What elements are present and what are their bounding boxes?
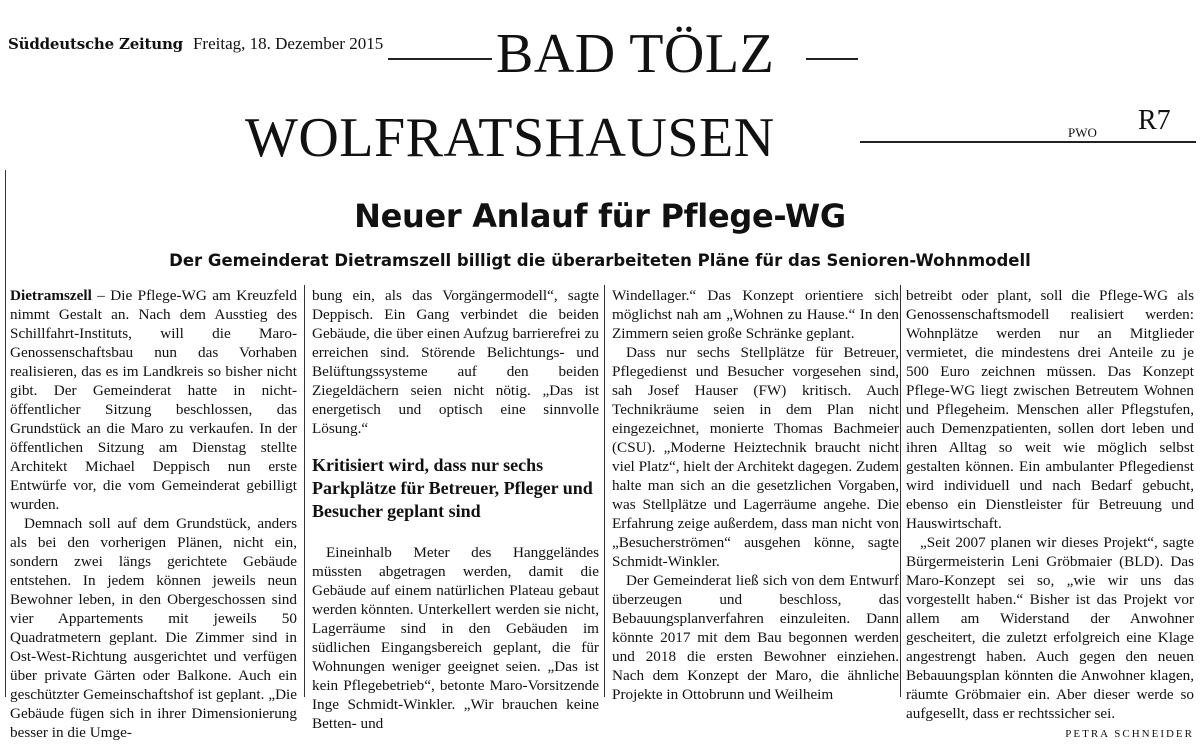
- page-number: R7: [1138, 105, 1171, 136]
- paragraph: [906, 533, 1194, 740]
- crosshead: Kritisiert wird, dass nur sechs Parkplätze für Betreuer, Pfleger und Besucher geplant sind: [312, 455, 593, 521]
- article-column-3: [612, 286, 899, 703]
- paragraph: Dass nur sechs Stellplätze für Betreuer, Pflegedienst und Besucher vorgesehen sind, sah Josef Hauser (FW) kritisch. Auch Technikräume seien in dem Plan nicht eingezeichnet, monierte Thomas Bachmeier (CSU). „Moderne Heiztechnik braucht nicht viel Platz“, hielt der Architekt dagegen. Zudem halte man sich an die gesetzlichen Vorgaben, was Stellplätze und Lagerräume angehe. Die Erfahrung zeige außerdem, dass man nicht von „Besucherströmen“ ausgehen könne, sagte Schmidt-Winkler.: [612, 344, 899, 570]
- article-column-2: [312, 286, 599, 732]
- issue-date: Freitag, 18. Dezember 2015: [192, 34, 384, 53]
- article-headline: Neuer Anlauf für Pflege-WG: [354, 197, 846, 235]
- newspaper-name: Süddeutsche Zeitung: [8, 35, 183, 53]
- paragraph: Der Gemeinderat ließ sich von dem Entwurf überzeugen und beschloss, das Bebauungsplanverfahren einzuleiten. Dann könnte 2017 mit dem Bau begonnen werden und 2018 die ersten Bewohner einziehen. Nach dem Konzept der Maro, die ähnliche Projekte in Ottobrunn und Weilheim: [612, 572, 899, 703]
- paragraph: betreibt oder plant, soll die Pflege-WG als Genossenschaftsmodell realisiert werden: Wohnplätze werden nur an Mitglieder vermietet, die mindestens drei Anteile zu je 500 Euro zeichnen müssen. Das Konzept Pflege-WG liegt zwischen Betreutem Wohnen und Pflegeheim. Menschen aller Pflegstufen, auch Demenzpatienten, sollen dort leben und ihren Alltag so weit wie möglich selbst gestalten können. Ein ambulanter Pflegedienst wird individuell und nach Bedarf gebucht, ebenso ein Dienstleister für Betreuung und Hauswirtschaft.: [906, 287, 1194, 532]
- edition-code: PWO: [1068, 125, 1097, 140]
- section-rule: [860, 141, 1196, 143]
- paragraph-text: – Die Pflege-WG am Kreuzfeld nimmt Gestalt an. Nach dem Ausstieg des Schillfahrt-Instituts, will die Maro-Genossenschaftsbau nun das Vorhaben realisieren, das es im Landkreis so bisher nicht gibt. Der Gemeinderat hatte in nicht-öffentlicher Sitzung beschlossen, das Grundstück an die Maro zu verkaufen. In der öffentlichen Sitzung am Dienstag stellte Architekt Michael Deppisch nun erste Entwürfe vor, die vom Gemeinderat gebilligt wurden.: [10, 287, 297, 513]
- byline: PETRA SCHNEIDER: [1065, 728, 1194, 740]
- paragraph: Windellager.“ Das Konzept orientiere sich möglichst nah am „Wohnen zu Hause.“ In den Zimmern seien große Schränke geplant.: [612, 287, 899, 342]
- column-rule-2: [604, 285, 605, 697]
- article-subheadline: Der Gemeinderat Dietramszell billigt die überarbeiteten Pläne für das Senioren-Wohnmodell: [169, 251, 1031, 270]
- dateline: Dietramszell: [10, 287, 92, 304]
- masthead-rule-right: [806, 58, 858, 60]
- column-rule-3: [900, 285, 901, 697]
- masthead-rule-left: [388, 58, 492, 60]
- section-title-line2: WOLFRATSHAUSEN: [245, 107, 775, 169]
- masthead: [8, 34, 383, 54]
- column-rule-1: [304, 285, 305, 697]
- article-column-1: [10, 286, 297, 741]
- section-title-line1: BAD TÖLZ: [496, 23, 775, 85]
- paragraph: Demnach soll auf dem Grundstück, anders als bei den vorherigen Plänen, nicht ein, sondern zwei längs gerichtete Gebäude entstehen. In jedem können jeweils neun Bewohner leben, in den Obergeschossen sind vier Appartements mit jeweils 50 Quadratmetern geplant. Die Zimmer sind in Ost-West-Richtung ausgerichtet und verfügen über private Gärten oder Balkone. Auch ein geschützter Gemeinschaftshof ist geplant. „Die Gebäude fügen sich in ihrer Dimensionierung besser in die Umge-: [10, 515, 297, 741]
- article-column-4: [906, 286, 1194, 740]
- paragraph: [10, 286, 297, 514]
- paragraph-text: „Seit 2007 planen wir dieses Projekt“, sagte Bürgermeisterin Leni Gröbmaier (BLD). Das Maro-Konzept sei so, „wie wir uns das vorgestellt haben.“ Bisher ist das Projekt vor allem am Widerstand der Anwohner gescheitert, die zuletzt erfolgreich eine Klage angestrengt haben. Auch gegen den neuen Bebauungsplan könnten die Anwohner klagen, räumte Gröbmaier ein. Aber dieser werde so aufgesellt, dass er rechtssicher sei.: [906, 534, 1194, 722]
- paragraph: Eineinhalb Meter des Hanggeländes müssten abgetragen werden, damit die Gebäude auf einem natürlichen Plateau gebaut werden könnten. Unterkellert werden sie nicht, Lagerräume sind in den Gebäuden im südlichen Eingangsbereich geplant, die für Wohnungen weniger geeignet seien. „Das ist kein Pflegebetrieb“, betonte Maro-Vorsitzende Inge Schmidt-Winkler. „Wir brauchen keine Betten- und: [312, 544, 599, 732]
- paragraph: bung ein, als das Vorgängermodell“, sagte Deppisch. Ein Gang verbindet die beiden Gebäude, die über einen Aufzug barrierefrei zu erreichen sind. Störende Belichtungs- und Belüftungssysteme auf den beiden Ziegeldächern seien nicht nötig. „Das ist energetisch und optisch eine sinnvolle Lösung.“: [312, 287, 599, 437]
